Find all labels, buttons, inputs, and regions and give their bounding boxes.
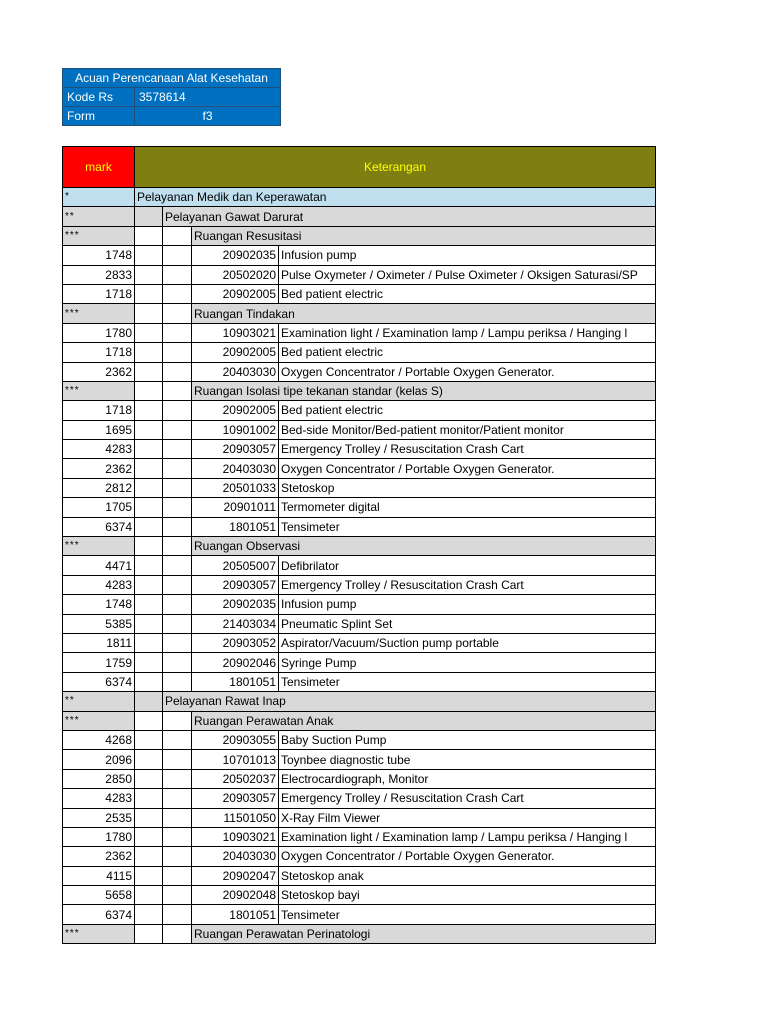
section-label: Pelayanan Rawat Inap bbox=[163, 692, 656, 711]
item-code: 20902046 bbox=[192, 653, 279, 672]
row-mark: *** bbox=[63, 537, 135, 556]
table-row bbox=[63, 498, 656, 517]
item-id: 1718 bbox=[63, 401, 135, 420]
table-row bbox=[63, 207, 656, 226]
item-id: 1780 bbox=[63, 827, 135, 846]
table-row bbox=[63, 362, 656, 381]
table-row bbox=[63, 440, 656, 459]
indent-cell bbox=[163, 672, 192, 691]
table-header-row bbox=[63, 147, 656, 188]
item-name: Bed-side Monitor/Bed-patient monitor/Patient monitor bbox=[279, 420, 656, 439]
item-id: 2362 bbox=[63, 847, 135, 866]
table-row bbox=[63, 420, 656, 439]
indent-cell bbox=[135, 653, 163, 672]
indent-cell bbox=[135, 226, 163, 245]
form-label: Form bbox=[63, 107, 135, 126]
indent-cell bbox=[163, 459, 192, 478]
table-row bbox=[63, 188, 656, 207]
item-code: 20901011 bbox=[192, 498, 279, 517]
indent-cell bbox=[163, 226, 192, 245]
item-code: 1801051 bbox=[192, 905, 279, 924]
indent-cell bbox=[163, 362, 192, 381]
item-code: 10903021 bbox=[192, 323, 279, 342]
item-code: 20502037 bbox=[192, 769, 279, 788]
indent-cell bbox=[135, 769, 163, 788]
item-code: 10901002 bbox=[192, 420, 279, 439]
item-id: 2850 bbox=[63, 769, 135, 788]
indent-cell bbox=[163, 614, 192, 633]
table-row bbox=[63, 517, 656, 536]
row-mark: * bbox=[63, 188, 135, 207]
item-name: X-Ray Film Viewer bbox=[279, 808, 656, 827]
item-name: Stetoskop bayi bbox=[279, 886, 656, 905]
indent-cell bbox=[163, 265, 192, 284]
table-row bbox=[63, 614, 656, 633]
item-name: Aspirator/Vacuum/Suction pump portable bbox=[279, 633, 656, 652]
indent-cell bbox=[135, 886, 163, 905]
indent-cell bbox=[163, 246, 192, 265]
table-row bbox=[63, 711, 656, 730]
row-mark: *** bbox=[63, 304, 135, 323]
item-name: Examination light / Examination lamp / Lampu periksa / Hanging l bbox=[279, 323, 656, 342]
indent-cell bbox=[135, 440, 163, 459]
item-name: Tensimeter bbox=[279, 905, 656, 924]
section-label: Ruangan Isolasi tipe tekanan standar (kelas S) bbox=[192, 381, 656, 400]
item-id: 1780 bbox=[63, 323, 135, 342]
table-row bbox=[63, 226, 656, 245]
item-code: 20902035 bbox=[192, 595, 279, 614]
table-row bbox=[63, 575, 656, 594]
table-row bbox=[63, 381, 656, 400]
indent-cell bbox=[135, 478, 163, 497]
item-code: 20403030 bbox=[192, 847, 279, 866]
indent-cell bbox=[135, 323, 163, 342]
indent-cell bbox=[163, 789, 192, 808]
column-header-mark: mark bbox=[63, 147, 135, 188]
table-row bbox=[63, 537, 656, 556]
item-id: 2096 bbox=[63, 750, 135, 769]
item-code: 20501033 bbox=[192, 478, 279, 497]
indent-cell bbox=[135, 304, 163, 323]
item-name: Emergency Trolley / Resuscitation Crash Cart bbox=[279, 789, 656, 808]
item-name: Oxygen Concentrator / Portable Oxygen Generator. bbox=[279, 362, 656, 381]
item-name: Bed patient electric bbox=[279, 343, 656, 362]
item-name: Stetoskop anak bbox=[279, 866, 656, 885]
table-row bbox=[63, 595, 656, 614]
item-code: 1801051 bbox=[192, 517, 279, 536]
indent-cell bbox=[135, 847, 163, 866]
item-id: 2362 bbox=[63, 362, 135, 381]
indent-cell bbox=[163, 905, 192, 924]
item-code: 20403030 bbox=[192, 459, 279, 478]
table-row bbox=[63, 827, 656, 846]
indent-cell bbox=[163, 537, 192, 556]
section-label: Ruangan Tindakan bbox=[192, 304, 656, 323]
row-mark: *** bbox=[63, 924, 135, 943]
table-row bbox=[63, 323, 656, 342]
table-row bbox=[63, 246, 656, 265]
item-code: 20902035 bbox=[192, 246, 279, 265]
item-id: 6374 bbox=[63, 517, 135, 536]
item-code: 20403030 bbox=[192, 362, 279, 381]
table-row bbox=[63, 672, 656, 691]
indent-cell bbox=[163, 886, 192, 905]
indent-cell bbox=[135, 827, 163, 846]
indent-cell bbox=[135, 924, 163, 943]
item-id: 2535 bbox=[63, 808, 135, 827]
item-id: 2362 bbox=[63, 459, 135, 478]
indent-cell bbox=[135, 730, 163, 749]
indent-cell bbox=[135, 284, 163, 303]
table-row bbox=[63, 478, 656, 497]
item-id: 1718 bbox=[63, 284, 135, 303]
indent-cell bbox=[163, 343, 192, 362]
item-id: 5385 bbox=[63, 614, 135, 633]
indent-cell bbox=[135, 537, 163, 556]
row-mark: *** bbox=[63, 381, 135, 400]
indent-cell bbox=[163, 827, 192, 846]
indent-cell bbox=[163, 478, 192, 497]
indent-cell bbox=[135, 343, 163, 362]
item-id: 1811 bbox=[63, 633, 135, 652]
item-code: 20502020 bbox=[192, 265, 279, 284]
indent-cell bbox=[135, 362, 163, 381]
item-id: 1759 bbox=[63, 653, 135, 672]
item-name: Infusion pump bbox=[279, 595, 656, 614]
item-id: 1748 bbox=[63, 246, 135, 265]
table-row bbox=[63, 343, 656, 362]
item-code: 21403034 bbox=[192, 614, 279, 633]
row-mark: ** bbox=[63, 692, 135, 711]
indent-cell bbox=[163, 575, 192, 594]
row-mark: *** bbox=[63, 226, 135, 245]
item-id: 1695 bbox=[63, 420, 135, 439]
item-code: 20902005 bbox=[192, 401, 279, 420]
item-code: 20903052 bbox=[192, 633, 279, 652]
item-id: 4283 bbox=[63, 575, 135, 594]
indent-cell bbox=[163, 653, 192, 672]
row-mark: *** bbox=[63, 711, 135, 730]
indent-cell bbox=[163, 304, 192, 323]
item-code: 20903055 bbox=[192, 730, 279, 749]
indent-cell bbox=[135, 556, 163, 575]
indent-cell bbox=[135, 595, 163, 614]
table-row bbox=[63, 633, 656, 652]
item-id: 4283 bbox=[63, 440, 135, 459]
item-code: 20903057 bbox=[192, 575, 279, 594]
indent-cell bbox=[163, 440, 192, 459]
item-name: Baby Suction Pump bbox=[279, 730, 656, 749]
indent-cell bbox=[135, 381, 163, 400]
indent-cell bbox=[163, 808, 192, 827]
indent-cell bbox=[163, 633, 192, 652]
section-label: Pelayanan Medik dan Keperawatan bbox=[135, 188, 656, 207]
indent-cell bbox=[135, 633, 163, 652]
item-code: 1801051 bbox=[192, 672, 279, 691]
indent-cell bbox=[163, 556, 192, 575]
indent-cell bbox=[163, 750, 192, 769]
item-name: Bed patient electric bbox=[279, 284, 656, 303]
item-id: 4471 bbox=[63, 556, 135, 575]
item-code: 20902005 bbox=[192, 284, 279, 303]
equipment-table bbox=[62, 146, 656, 944]
indent-cell bbox=[135, 401, 163, 420]
item-code: 10903021 bbox=[192, 827, 279, 846]
table-row bbox=[63, 924, 656, 943]
indent-cell bbox=[163, 711, 192, 730]
item-name: Emergency Trolley / Resuscitation Crash Cart bbox=[279, 440, 656, 459]
section-label: Ruangan Resusitasi bbox=[192, 226, 656, 245]
indent-cell bbox=[163, 595, 192, 614]
table-row bbox=[63, 750, 656, 769]
item-code: 20903057 bbox=[192, 789, 279, 808]
indent-cell bbox=[135, 498, 163, 517]
item-id: 5658 bbox=[63, 886, 135, 905]
table-row bbox=[63, 730, 656, 749]
item-name: Toynbee diagnostic tube bbox=[279, 750, 656, 769]
item-name: Examination light / Examination lamp / Lampu periksa / Hanging l bbox=[279, 827, 656, 846]
item-id: 4268 bbox=[63, 730, 135, 749]
indent-cell bbox=[135, 517, 163, 536]
item-name: Infusion pump bbox=[279, 246, 656, 265]
kode-rs-value: 3578614 bbox=[135, 88, 281, 107]
item-id: 2812 bbox=[63, 478, 135, 497]
indent-cell bbox=[163, 498, 192, 517]
kode-rs-label: Kode Rs bbox=[63, 88, 135, 107]
indent-cell bbox=[163, 323, 192, 342]
table-row bbox=[63, 789, 656, 808]
item-code: 20902047 bbox=[192, 866, 279, 885]
item-name: Pneumatic Splint Set bbox=[279, 614, 656, 633]
item-code: 20902005 bbox=[192, 343, 279, 362]
indent-cell bbox=[135, 614, 163, 633]
item-name: Pulse Oxymeter / Oximeter / Pulse Oximeter / Oksigen Saturasi/SP bbox=[279, 265, 656, 284]
indent-cell bbox=[135, 575, 163, 594]
item-id: 1718 bbox=[63, 343, 135, 362]
table-row bbox=[63, 692, 656, 711]
item-id: 4283 bbox=[63, 789, 135, 808]
table-row bbox=[63, 304, 656, 323]
indent-cell bbox=[135, 672, 163, 691]
item-id: 1705 bbox=[63, 498, 135, 517]
item-code: 20902048 bbox=[192, 886, 279, 905]
indent-cell bbox=[163, 381, 192, 400]
indent-cell bbox=[135, 692, 163, 711]
item-name: Bed patient electric bbox=[279, 401, 656, 420]
table-row bbox=[63, 886, 656, 905]
item-name: Emergency Trolley / Resuscitation Crash Cart bbox=[279, 575, 656, 594]
item-name: Oxygen Concentrator / Portable Oxygen Generator. bbox=[279, 847, 656, 866]
item-name: Syringe Pump bbox=[279, 653, 656, 672]
indent-cell bbox=[163, 517, 192, 536]
form-value: f3 bbox=[135, 107, 281, 126]
indent-cell bbox=[163, 401, 192, 420]
indent-cell bbox=[135, 808, 163, 827]
indent-cell bbox=[163, 769, 192, 788]
indent-cell bbox=[135, 789, 163, 808]
item-name: Stetoskop bbox=[279, 478, 656, 497]
table-row bbox=[63, 905, 656, 924]
indent-cell bbox=[135, 905, 163, 924]
indent-cell bbox=[135, 866, 163, 885]
indent-cell bbox=[163, 420, 192, 439]
table-row bbox=[63, 847, 656, 866]
item-id: 2833 bbox=[63, 265, 135, 284]
item-code: 11501050 bbox=[192, 808, 279, 827]
column-header-keterangan: Keterangan bbox=[135, 147, 656, 188]
indent-cell bbox=[135, 750, 163, 769]
table-row bbox=[63, 653, 656, 672]
indent-cell bbox=[135, 420, 163, 439]
indent-cell bbox=[163, 924, 192, 943]
table-row bbox=[63, 265, 656, 284]
item-name: Tensimeter bbox=[279, 517, 656, 536]
indent-cell bbox=[163, 847, 192, 866]
indent-cell bbox=[135, 246, 163, 265]
item-name: Oxygen Concentrator / Portable Oxygen Generator. bbox=[279, 459, 656, 478]
item-name: Defibrilator bbox=[279, 556, 656, 575]
item-name: Electrocardiograph, Monitor bbox=[279, 769, 656, 788]
table-row bbox=[63, 769, 656, 788]
indent-cell bbox=[135, 459, 163, 478]
indent-cell bbox=[163, 730, 192, 749]
table-row bbox=[63, 808, 656, 827]
item-id: 6374 bbox=[63, 905, 135, 924]
item-id: 1748 bbox=[63, 595, 135, 614]
indent-cell bbox=[163, 284, 192, 303]
item-code: 20505007 bbox=[192, 556, 279, 575]
table-row bbox=[63, 866, 656, 885]
item-id: 6374 bbox=[63, 672, 135, 691]
table-row bbox=[63, 459, 656, 478]
item-code: 20903057 bbox=[192, 440, 279, 459]
info-header-table bbox=[62, 68, 281, 126]
table-row bbox=[63, 556, 656, 575]
row-mark: ** bbox=[63, 207, 135, 226]
indent-cell bbox=[135, 207, 163, 226]
section-label: Ruangan Observasi bbox=[192, 537, 656, 556]
table-row bbox=[63, 401, 656, 420]
item-code: 10701013 bbox=[192, 750, 279, 769]
indent-cell bbox=[135, 711, 163, 730]
table-row bbox=[63, 284, 656, 303]
indent-cell bbox=[135, 265, 163, 284]
document-title: Acuan Perencanaan Alat Kesehatan bbox=[63, 69, 281, 88]
item-id: 4115 bbox=[63, 866, 135, 885]
item-name: Termometer digital bbox=[279, 498, 656, 517]
section-label: Ruangan Perawatan Anak bbox=[192, 711, 656, 730]
item-name: Tensimeter bbox=[279, 672, 656, 691]
indent-cell bbox=[163, 866, 192, 885]
section-label: Ruangan Perawatan Perinatologi bbox=[192, 924, 656, 943]
section-label: Pelayanan Gawat Darurat bbox=[163, 207, 656, 226]
